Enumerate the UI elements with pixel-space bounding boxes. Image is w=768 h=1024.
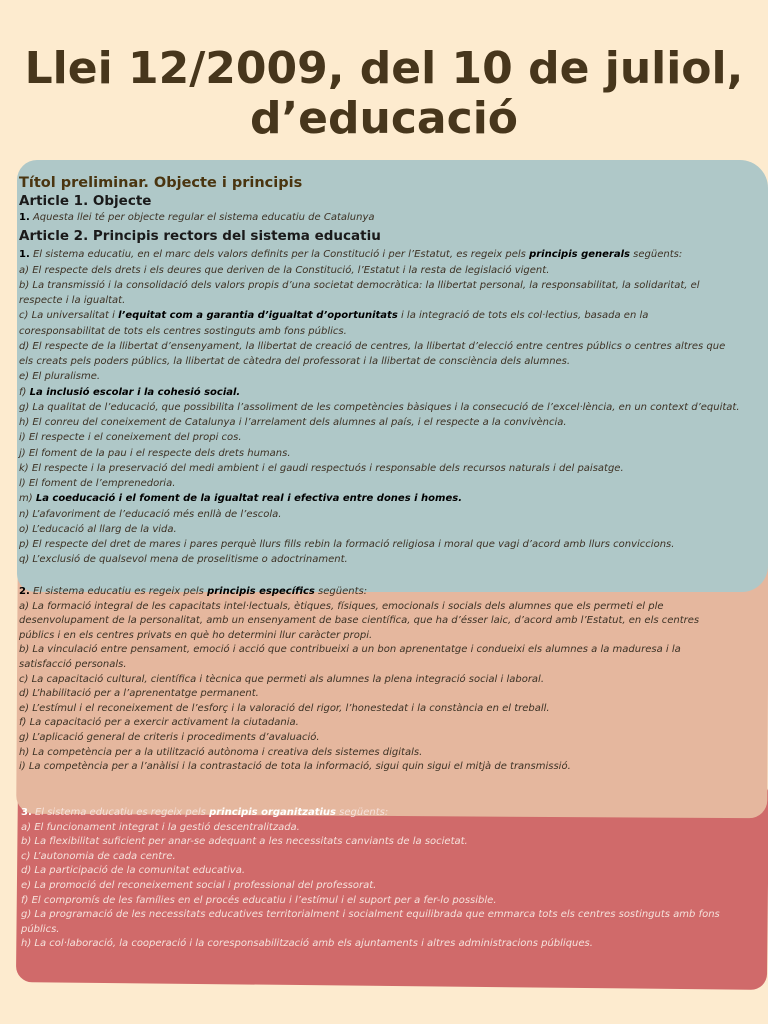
general-principles-content: [19, 174, 740, 568]
general-principle-c-prefix: c) La universalitat i: [19, 310, 119, 322]
general-principle-m: [19, 491, 734, 506]
article-1-number: 1.: [19, 212, 30, 223]
specific-principle-g: g) L’aplicació general de criteris i procediments d’avaluació.: [19, 731, 320, 743]
specific-principle-d: d) L’habilitació per a l’aprenentatge permanent.: [19, 688, 259, 700]
organizational-principles-content: [21, 806, 721, 952]
specific-principle-a: a) La formació integral de les capacitats intel·lectuals, ètiques, físiques, emocionals i socials dels alumnes que els permeti el ple desenvolupament de la personalitat, amb un ensenyament de base científica, que ha d’ésser laic, d’acord amb l’Estatut, en els centres públics i en els centres privats en què ho determini llur caràcter propi.: [19, 600, 700, 641]
specific-principle-i: i) La competència per a l’anàlisi i la contrastació de tota la informació, sigui quin sigui el mitjà de transmissió.: [19, 761, 571, 773]
organizational-principle-f: f) El compromís de les famílies en el procés educatiu i l’estímul i el suport per a fer-lo possible.: [21, 894, 497, 906]
general-principle-f-prefix: f): [19, 386, 30, 398]
article-2-intro-bold: principis generals: [529, 249, 630, 261]
article-2-intro: [19, 247, 734, 262]
specific-principle-f: f) La capacitació per a exercir activament la ciutadania.: [19, 717, 299, 729]
general-principle-c-suffix: i la integració de tots els col·lectius, basada en la coresponsabilitat de tots els centres sostinguts amb fons públics.: [19, 310, 649, 337]
title-line-1: Llei 12/2009, del 10 de juliol,: [24, 43, 744, 94]
general-principle-a: a) El respecte dels drets i els deures que deriven de la Constitució, l’Estatut i la resta de legislació vigent.: [19, 264, 550, 276]
section-3-intro-text: El sistema educatiu es regeix pels: [31, 807, 210, 818]
organizational-principle-e: e) La promoció del reconeixement social i professional del professorat.: [21, 879, 377, 891]
general-principle-e: e) El pluralisme.: [19, 371, 101, 383]
specific-principle-h: h) La competència per a la utilització autònoma i creativa dels sistemes digitals.: [19, 746, 423, 758]
section-2-number: 2.: [19, 586, 30, 597]
organizational-principle-a: a) El funcionament integrat i la gestió descentralitzada.: [21, 821, 300, 833]
general-principle-g: g) La qualitat de l’educació, que possibilita l’assoliment de les competències bàsiques i la consecució de l’excel·lència, en un context d’equitat.: [19, 401, 740, 413]
organizational-principle-h: h) La col·laboració, la cooperació i la coresponsabilització amb els ajuntaments i altres administracions públiques.: [21, 938, 593, 950]
article-2-intro-suffix: següents:: [629, 249, 683, 261]
section-3-intro-suffix: següents:: [335, 807, 389, 818]
organizational-principle-g: g) La programació de les necessitats educatives territorialment i socialment equilibrada que emmarca tots els centres sostinguts amb fons públics.: [21, 909, 720, 935]
general-principle-l: l) El foment de l’emprenedoria.: [19, 478, 176, 489]
section-2-intro-text: El sistema educatiu es regeix pels: [29, 586, 208, 597]
page-title: [0, 44, 768, 144]
section-3-intro: [21, 806, 721, 821]
general-principle-m-prefix: m): [19, 493, 36, 505]
general-principle-o: o) L’educació al llarg de la vida.: [19, 523, 177, 535]
general-principle-h: h) El conreu del coneixement de Catalunya i l’arrelament dels alumnes al país, i el respecte a la convivència.: [19, 417, 567, 428]
general-principle-p: p) El respecte del dret de mares i pares perquè llurs fills rebin la formació religiosa i moral que vagi d’acord amb llurs conviccions.: [19, 539, 675, 550]
general-principle-j: j) El foment de la pau i el respecte dels drets humans.: [19, 447, 291, 459]
organizational-principle-c: c) L’autonomia de cada centre.: [21, 850, 176, 862]
preliminary-title-heading: Títol preliminar. Objecte i principis: [19, 175, 303, 191]
article-1-text: [19, 210, 734, 225]
general-principle-c-bold: l’equitat com a garantia d’igualtat d’oportunitats: [118, 310, 398, 322]
specific-principle-b: b) La vinculació entre pensament, emoció i acció que contribueixi a un bon aprenentatge i condueixi els alumnes a la maduresa i la satisfacció personals.: [19, 644, 681, 670]
general-principle-q: q) L’exclusió de qualsevol mena de proselitisme o adoctrinament.: [19, 554, 348, 566]
section-2-intro: [19, 585, 719, 600]
organizational-principle-b: b) La flexibilitat suficient per anar-se adequant a les necessitats canviants de la societat.: [21, 836, 468, 848]
article-1-body: Aquesta llei té per objecte regular el sistema educatiu de Catalunya: [29, 212, 375, 223]
general-principle-i: i) El respecte i el coneixement del propi cos.: [19, 432, 242, 444]
general-principle-n: n) L’afavoriment de l’educació més enllà de l’escola.: [19, 508, 282, 520]
general-principle-m-bold: La coeducació i el foment de la igualtat real i efectiva entre dones i homes.: [35, 493, 462, 505]
article-2-intro-text: El sistema educatiu, en el marc dels valors definits per la Constitució i per l’Estatut, es regeix pels: [29, 249, 530, 261]
general-principle-k: k) El respecte i la preservació del medi ambient i el gaudi respectuós i responsable dels recursos naturals i del paisatge.: [19, 462, 624, 474]
article-2-heading: Article 2. Principis rectors del sistema educatiu: [19, 228, 381, 245]
general-principle-f: [19, 385, 734, 400]
specific-principle-c: c) La capacitació cultural, científica i tècnica que permeti als alumnes la plena integració social i laboral.: [19, 673, 545, 685]
general-principle-c: [19, 308, 734, 339]
organizational-principle-d: d) La participació de la comunitat educativa.: [21, 865, 246, 877]
section-2-intro-suffix: següents:: [314, 586, 368, 597]
section-2-intro-bold: principis específics: [207, 586, 315, 597]
general-principle-d: d) El respecte de la llibertat d’ensenyament, la llibertat de creació de centres, la llibertat d’elecció entre centres públics o centres altres que els creats pels poders públics, la llibertat de càtedra del professorat i la llibertat de consciència dels alumnes.: [19, 340, 726, 367]
section-3-intro-bold: principis organitzatius: [209, 807, 336, 818]
general-principle-b: b) La transmissió i la consolidació dels valors propis d’una societat democràtica: la llibertat personal, la responsabilitat, la solidaritat, el respecte i la igualtat.: [19, 279, 700, 306]
specific-principle-e: e) L’estímul i el reconeixement de l’esforç i la valoració del rigor, l’honestedat i la constància en el treball.: [19, 702, 550, 714]
specific-principles-content: [19, 585, 719, 775]
title-line-2: d’educació: [249, 93, 519, 144]
article-2-number: 1.: [19, 249, 30, 261]
section-3-number: 3.: [21, 807, 32, 818]
article-1-heading: Article 1. Objecte: [19, 193, 152, 209]
general-principle-f-bold: La inclusió escolar i la cohesió social.: [29, 386, 241, 398]
